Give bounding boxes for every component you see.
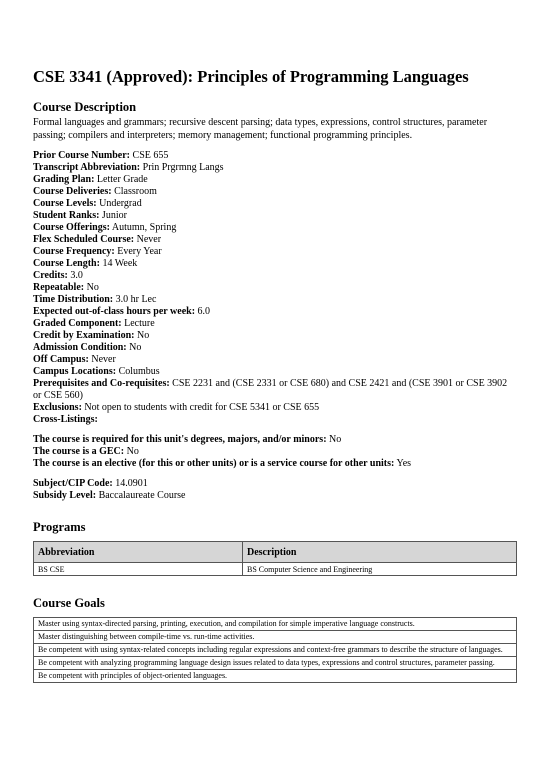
program-abbreviation: BS CSE <box>34 563 243 576</box>
goal-row <box>34 618 517 631</box>
field-label: Grading Plan: <box>33 174 95 186</box>
field-value: Undergrad <box>99 198 142 210</box>
field-label: Campus Locations: <box>33 366 117 378</box>
goal-text: Master distinguishing between compile-time vs. run-time activities. <box>34 631 517 644</box>
field-label: Course Levels: <box>33 198 97 210</box>
goal-text: Master using syntax-directed parsing, printing, execution, and compilation for simple imperative language constructs. <box>34 618 517 631</box>
field-label: Course Deliveries: <box>33 186 112 198</box>
field-row <box>33 330 517 342</box>
field-label: Time Distribution: <box>33 294 114 306</box>
field-row <box>33 378 517 402</box>
requirement-fields <box>33 434 517 470</box>
field-row <box>33 246 517 258</box>
field-row <box>33 446 517 458</box>
field-value: No <box>86 282 99 294</box>
field-value: Junior <box>101 210 127 222</box>
programs-table <box>33 541 517 576</box>
field-row <box>33 222 517 234</box>
field-row <box>33 434 517 446</box>
field-value: Not open to students with credit for CSE 5341 or CSE 655 <box>84 402 320 414</box>
field-label: Transcript Abbreviation: <box>33 162 141 174</box>
field-value: 3.0 <box>70 270 83 282</box>
field-value: No <box>126 446 139 458</box>
field-row <box>33 402 517 414</box>
field-label: Course Offerings: <box>33 222 110 234</box>
field-label: Subject/CIP Code: <box>33 478 113 490</box>
field-row <box>33 198 517 210</box>
goal-row <box>34 657 517 670</box>
programs-header-row <box>34 542 517 563</box>
course-title: CSE 3341 (Approved): Principles of Programming Languages <box>33 67 469 86</box>
goal-text: Be competent with using syntax-related concepts including regular expressions and context-free grammars to describe the structure of languages. <box>34 644 517 657</box>
field-label: Flex Scheduled Course: <box>33 234 135 246</box>
field-label: Exclusions: <box>33 402 82 414</box>
field-label: Subsidy Level: <box>33 490 97 502</box>
column-header-abbreviation: Abbreviation <box>34 542 243 563</box>
field-value: No <box>137 330 150 342</box>
field-row <box>33 354 517 366</box>
course-fields <box>33 150 517 426</box>
field-row <box>33 270 517 282</box>
field-label: Off Campus: <box>33 354 89 366</box>
field-row <box>33 318 517 330</box>
column-header-description: Description <box>243 542 517 563</box>
field-value: 6.0 <box>197 306 211 318</box>
field-label: Prerequisites and Co-requisites: <box>33 378 170 390</box>
field-label: Admission Condition: <box>33 342 127 354</box>
field-label: The course is a GEC: <box>33 446 125 458</box>
goals-table <box>33 617 517 683</box>
field-row <box>33 258 517 270</box>
field-value: No <box>129 342 142 354</box>
field-value: Never <box>91 354 116 366</box>
goal-row <box>34 670 517 683</box>
field-label: Credit by Examination: <box>33 330 135 342</box>
field-row <box>33 174 517 186</box>
field-row <box>33 490 517 502</box>
field-value: Never <box>136 234 162 246</box>
field-row <box>33 282 517 294</box>
field-label: Credits: <box>33 270 68 282</box>
field-label: Repeatable: <box>33 282 85 294</box>
field-value: 14.0901 <box>115 478 148 490</box>
field-row <box>33 306 517 318</box>
description-heading: Course Description <box>33 100 137 115</box>
field-row <box>33 162 517 174</box>
field-value: Baccalaureate Course <box>98 490 186 502</box>
field-value: 3.0 hr Lec <box>115 294 157 306</box>
field-value: Every Year <box>117 246 162 258</box>
field-label: Student Ranks: <box>33 210 100 222</box>
field-row <box>33 458 517 470</box>
field-label: Cross-Listings: <box>33 414 98 426</box>
goals-heading: Course Goals <box>33 596 105 611</box>
field-value: Columbus <box>118 366 160 378</box>
field-value: Yes <box>396 458 412 470</box>
description-text: Formal languages and grammars; recursive descent parsing; data types, expressions, control structures, parameter passing; compilers and interpreters; memory management; functional programming principles. <box>33 117 488 142</box>
field-label: The course is an elective (for this or other units) or is a service course for other units: <box>33 458 395 470</box>
field-value: Classroom <box>114 186 157 198</box>
field-value: CSE 2231 and (CSE 2331 or CSE 680) and CSE 2421 and (CSE 3901 or CSE 3902 or CSE 560) <box>33 378 508 402</box>
goal-text: Be competent with analyzing programming language design issues related to data types, expressions and control structures, parameter passing. <box>34 657 517 670</box>
field-row <box>33 366 517 378</box>
field-value: No <box>329 434 342 446</box>
field-row <box>33 414 517 426</box>
field-row <box>33 294 517 306</box>
field-value: Lecture <box>124 318 155 330</box>
goal-text: Be competent with principles of object-oriented languages. <box>34 670 517 683</box>
field-value: 14 Week <box>102 258 138 270</box>
field-value: Prin Prgrmng Langs <box>142 162 224 174</box>
field-label: The course is required for this unit's degrees, majors, and/or minors: <box>33 434 327 446</box>
field-value: Letter Grade <box>96 174 148 186</box>
goal-row <box>34 644 517 657</box>
program-description: BS Computer Science and Engineering <box>243 563 517 576</box>
field-value: CSE 655 <box>132 150 169 162</box>
goal-row <box>34 631 517 644</box>
field-row <box>33 478 517 490</box>
field-label: Course Frequency: <box>33 246 115 258</box>
field-value: Autumn, Spring <box>111 222 177 234</box>
field-row <box>33 210 517 222</box>
field-row <box>33 186 517 198</box>
programs-heading: Programs <box>33 520 86 535</box>
field-row <box>33 150 517 162</box>
field-label: Prior Course Number: <box>33 150 131 162</box>
field-label: Graded Component: <box>33 318 122 330</box>
field-label: Expected out-of-class hours per week: <box>33 306 196 318</box>
field-label: Course Length: <box>33 258 100 270</box>
field-row <box>33 234 517 246</box>
table-row <box>34 563 517 576</box>
subject-fields <box>33 478 517 502</box>
field-row <box>33 342 517 354</box>
